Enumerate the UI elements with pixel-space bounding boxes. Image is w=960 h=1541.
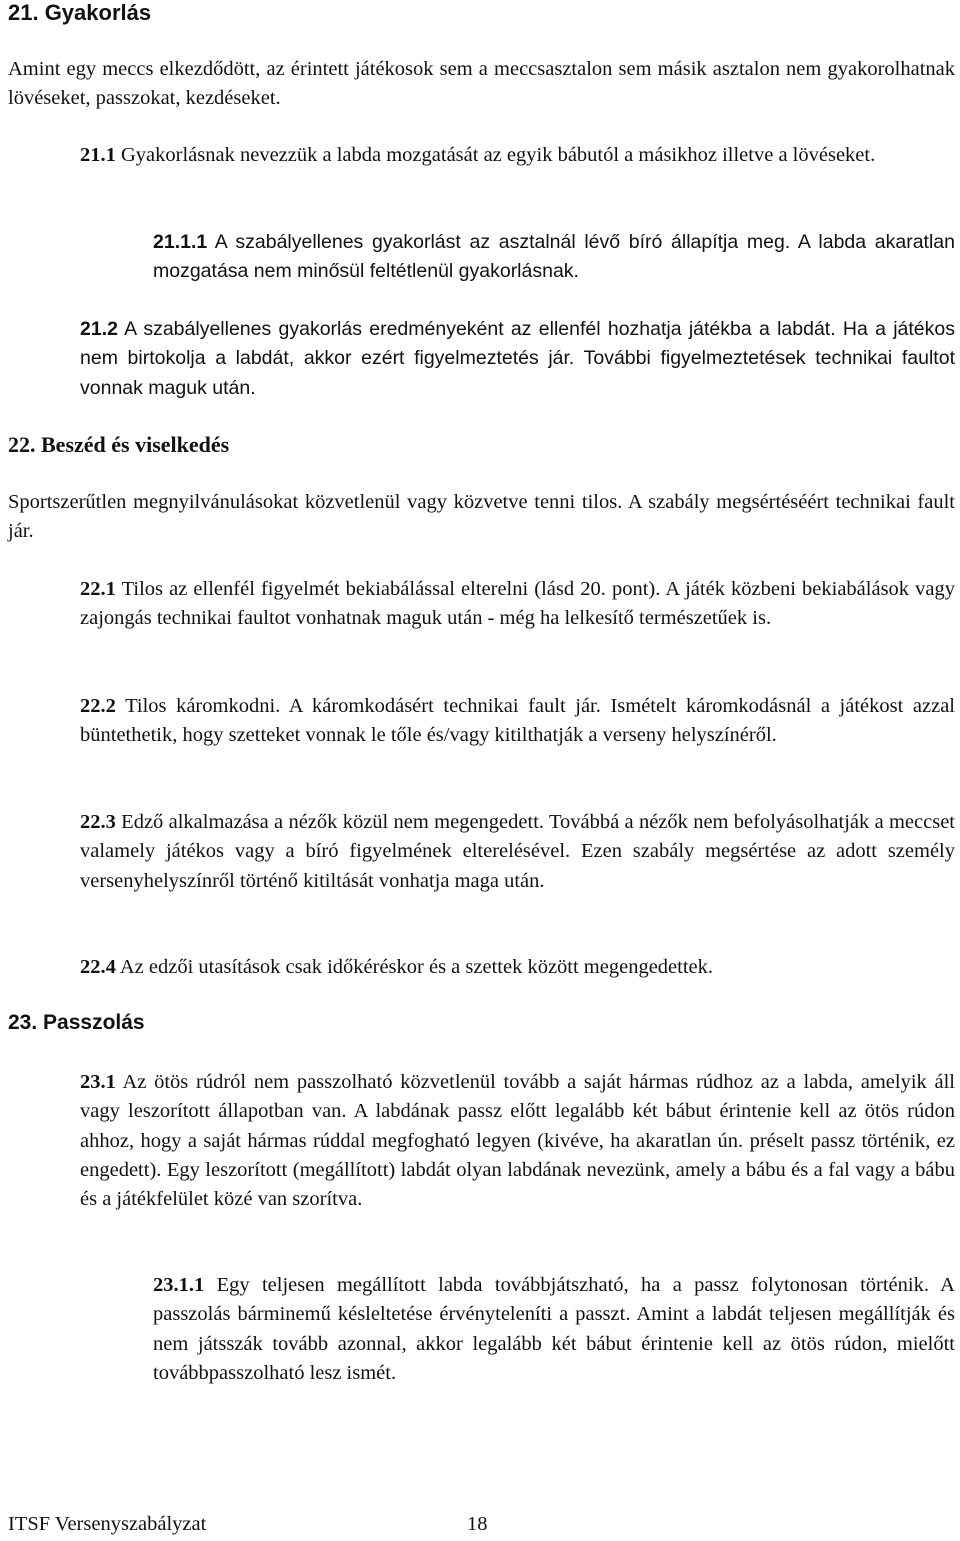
rule-text: A szabályellenes gyakorlást az asztalnál lévő bíró állapítja meg. A labda akaratlan mozgatása nem minősül feltétlenül gyakorlásnak. xyxy=(153,231,955,283)
footer-page-number: 18 xyxy=(467,1513,488,1535)
rule-text: Tilos káromkodni. A káromkodásért technikai fault jár. Ismételt káromkodásnál a játékost azzal büntethetik, hogy szetteket vonnak le tőle és/vagy kitilthatják a verseny helyszínéről. xyxy=(80,695,955,747)
rule-text: Tilos az ellenfél figyelmét bekiabálással elterelni (lásd 20. pont). A játék közbeni bekiabálások vagy zajongás technikai faultot vonhatnak maguk után - még ha lelkesítő természetűek is. xyxy=(80,578,955,630)
section-heading-23: 23. Passzolás xyxy=(8,1011,145,1034)
rule-text: Edző alkalmazása a nézők közül nem megengedett. Továbbá a nézők nem befolyásolhatják a meccset valamely játékos vagy a bíró figyelmének elterelésével. Ezen szabály megsértése az adott személy versenyhelyszínről történő kitiltását vonhatja maga után. xyxy=(80,811,955,892)
rule-22-3 xyxy=(80,808,955,896)
rule-21-2 xyxy=(80,315,955,403)
rule-number: 21.1.1 xyxy=(153,231,208,253)
rule-22-4 xyxy=(80,953,955,982)
section-21-intro: Amint egy meccs elkezdődött, az érintett játékosok sem a meccsasztalon sem másik asztalon nem gyakorolhatnak lövéseket, passzokat, kezdéseket. xyxy=(8,58,955,110)
rule-number: 23.1.1 xyxy=(153,1274,205,1296)
rule-number: 23.1 xyxy=(80,1071,116,1093)
rule-text: Gyakorlásnak nevezzük a labda mozgatását az egyik bábutól a másikhoz illetve a lövéseket. xyxy=(115,144,876,166)
rule-22-1 xyxy=(80,575,955,634)
rule-number: 22.1 xyxy=(80,578,116,600)
rule-number: 22.4 xyxy=(80,956,116,978)
footer-document-title: ITSF Versenyszabályzat xyxy=(8,1513,207,1535)
rule-text: Egy teljesen megállított labda továbbjátszható, ha a passz folytonosan történik. A passzolás bárminemű késleltetése érvényteleníti a passzt. Amint a labdát teljesen megállítják és nem játsszák tovább azonnal, akkor legalább két bábut érintenie kell az ötös rúdon, mielőtt továbbpasszolható lesz ismét. xyxy=(153,1274,955,1384)
rule-text: Az ötös rúdról nem passzolható közvetlenül tovább a saját hármas rúdhoz az a labda, amelyik áll vagy leszorított állapotban van. A labdának passz előtt legalább két bábut érintenie kell az ötös rúdon ahhoz, hogy a saját hármas rúddal megfogható legyen (kivéve, ha akaratlan ún. préselt passz történik, ez engedett). Egy leszorított (megállított) labdát olyan labdának nevezünk, amely a bábu és a fal vagy a bábu és a játékfelület közé van szorítva. xyxy=(80,1071,955,1211)
rule-number: 22.2 xyxy=(80,695,116,717)
rule-23-1-1 xyxy=(153,1271,955,1388)
rule-number: 21.2 xyxy=(80,318,118,340)
section-heading-21: 21. Gyakorlás xyxy=(8,0,152,25)
section-22-intro: Sportszerűtlen megnyilvánulásokat közvetlenül vagy közvetve tenni tilos. A szabály megsértéséért technikai fault jár. xyxy=(8,491,955,543)
rule-23-1 xyxy=(80,1068,955,1214)
rule-number: 22.3 xyxy=(80,811,116,833)
section-heading-22: 22. Beszéd és viselkedés xyxy=(8,432,230,457)
rule-21-1 xyxy=(80,141,955,170)
rule-21-1-1 xyxy=(153,228,955,287)
rule-text: Az edzői utasítások csak időkéréskor és a szettek között megengedettek. xyxy=(115,956,714,978)
rule-22-2 xyxy=(80,692,955,751)
rule-text: A szabályellenes gyakorlás eredményeként az ellenfél hozhatja játékba a labdát. Ha a játékos nem birtokolja a labdát, akkor ezért figyelmeztetés jár. További figyelmeztetések technikai faultot vonnak maguk után. xyxy=(80,318,955,399)
rule-number: 21.1 xyxy=(80,144,116,166)
